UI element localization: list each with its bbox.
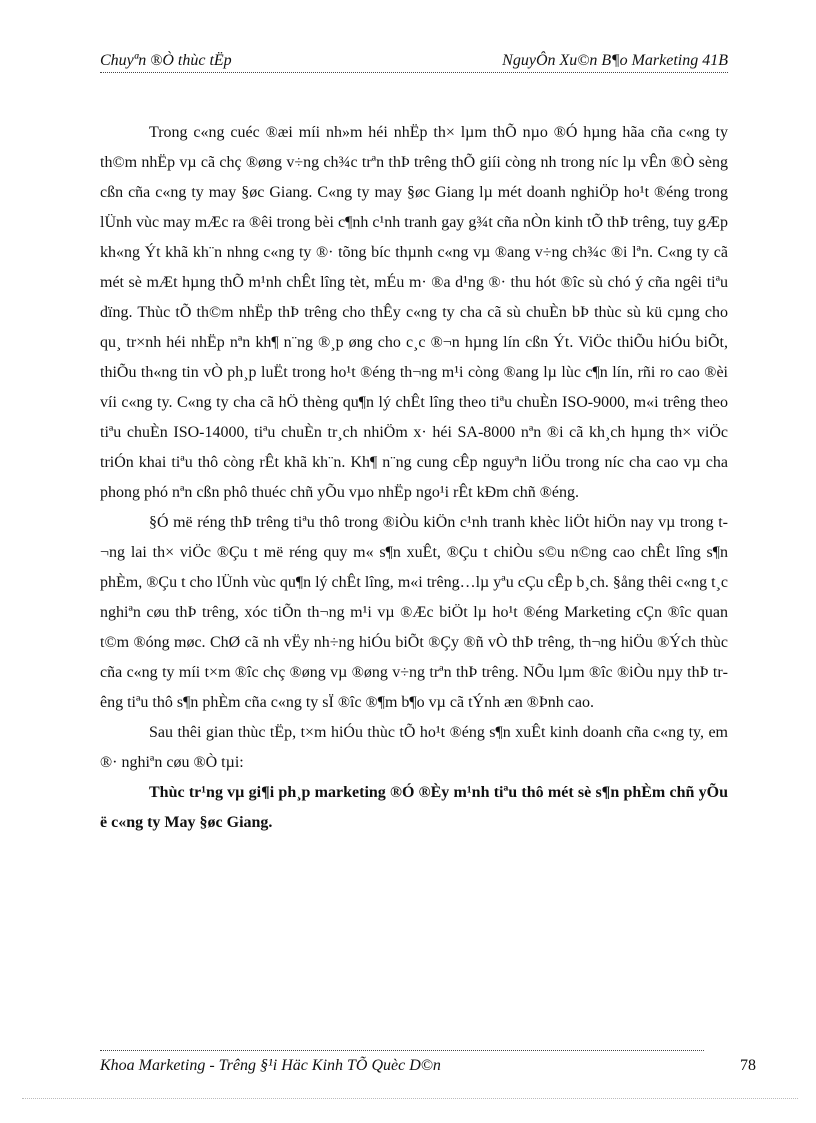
footer-divider: [100, 1050, 704, 1051]
page-footer: [100, 1054, 760, 1078]
body-paragraph-2: §Ó më réng thÞ trêng tiªu thô trong ®iÒu kiÖn c¹nh tranh khèc liÖt hiÖn nay vµ trong t¬ng lai th× viÖc ®Çu t më réng quy m« s¶n xuÊt, ®Çu t chiÒu s©u n©ng cao chÊt lîng s¶n phÈm, ®Çu t cho lÜnh vùc qu¶n lý chÊt lîng, m«i trêng…lµ yªu cÇu cÊp b¸ch. §ång thêi c«ng t¸c nghiªn cøu thÞ trêng, xóc tiÕn th¬ng m¹i vµ ®Æc biÖt lµ ho¹t ®éng Marketing cÇn ®îc quan t©m ®óng møc. ChØ cã nh vËy nh÷ng hiÓu biÕt ®Çy ®ñ vÒ thÞ trêng, th¬ng hiÖu ®Ých thùc cña c«ng ty míi t×m ®îc chç ®øng vµ ®øng v÷ng trªn thÞ trêng. NÕu lµm ®îc ®iÒu nµy thÞ trêng tiªu thô s¶n phÈm cña c«ng ty sÏ ®îc ®¶m b¶o vµ cã tÝnh æn ®Þnh cao.: [100, 514, 728, 711]
header-divider: [100, 72, 728, 73]
page-body: [100, 118, 728, 838]
body-paragraph-1: Trong c«ng cuéc ®æi míi nh»m héi nhËp th× lµm thÕ nµo ®Ó hµng hãa cña c«ng ty th©m nhËp vµ cã chç ®øng v÷ng ch¾c trªn thÞ trêng thÕ giíi còng nh trong níc lµ vÊn ®Ò sèng cßn cña c«ng ty may §øc Giang. C«ng ty may §øc Giang lµ mét doanh nghiÖp ho¹t ®éng trong lÜnh vùc may mÆc ra ®êi trong bèi c¶nh c¹nh tranh gay g¾t cña nÒn kinh tÕ thÞ trêng, tuy gÆp kh«ng Ýt khã kh¨n nhng c«ng ty ®· tõng bíc thµnh c«ng vµ ®ang v÷ng ch¾c ®i lªn. C«ng ty cã mét sè mÆt hµng thÕ m¹nh chÊt lîng tèt, mÉu m· ®a d¹ng ®· thu hót ®îc sù chó ý cña ngêi tiªu dïng. Thùc tÕ th©m nhËp thÞ trêng cho thÊy c«ng ty cha cã sù chuÈn bÞ thùc sù kü cµng cho qu¸ tr×nh héi nhËp nªn kh¶ n¨ng ®¸p øng cho c¸c ®¬n hµng lín cßn Ýt. ViÖc thiÕu hiÓu biÕt, thiÕu th«ng tin vÒ ph¸p luËt trong ho¹t ®éng th¬ng m¹i còng ®ang lµ lùc c¶n lín, rñi ro cao ®èi víi c«ng ty. C«ng ty cha cã hÖ thèng qu¶n lý chÊt lîng theo tiªu chuÈn ISO-9000, m«i trêng theo tiªu chuÈn ISO-14000, tiªu chuÈn tr¸ch nhiÖm x· héi SA-8000 nªn ®i cã kh¸ch hµng th× viÖc triÓn khai tiªu thô còng rÊt khã kh¨n. Kh¶ n¨ng cung cÊp nguyªn liÖu trong níc cha cao vµ cha phong phó nªn cßn phô thuéc chñ yÕu vµo nhËp ngo¹i rÊt kÐm chñ ®éng.: [100, 124, 728, 501]
page-header: [100, 50, 728, 72]
header-author: NguyÔn Xu©n B¶o Marketing 41B: [502, 52, 728, 69]
page-number: 78: [740, 1057, 756, 1074]
footer-institution: Khoa Marketing - Trêng §¹i Häc Kinh TÕ Quèc D©n: [100, 1057, 441, 1074]
body-paragraph-3: Sau thêi gian thùc tËp, t×m hiÓu thùc tÕ ho¹t ®éng s¶n xuÊt kinh doanh cña c«ng ty, em ®· nghiªn cøu ®Ò tµi:: [100, 724, 728, 771]
page-bottom-border: [22, 1098, 798, 1099]
thesis-title: Thùc tr¹ng vµ gi¶i ph¸p marketing ®Ó ®Èy m¹nh tiªu thô mét sè s¶n phÈm chñ yÕu ë c«ng ty May §øc Giang.: [100, 784, 728, 831]
header-document-type: Chuyªn ®Ò thùc tËp: [100, 52, 232, 69]
